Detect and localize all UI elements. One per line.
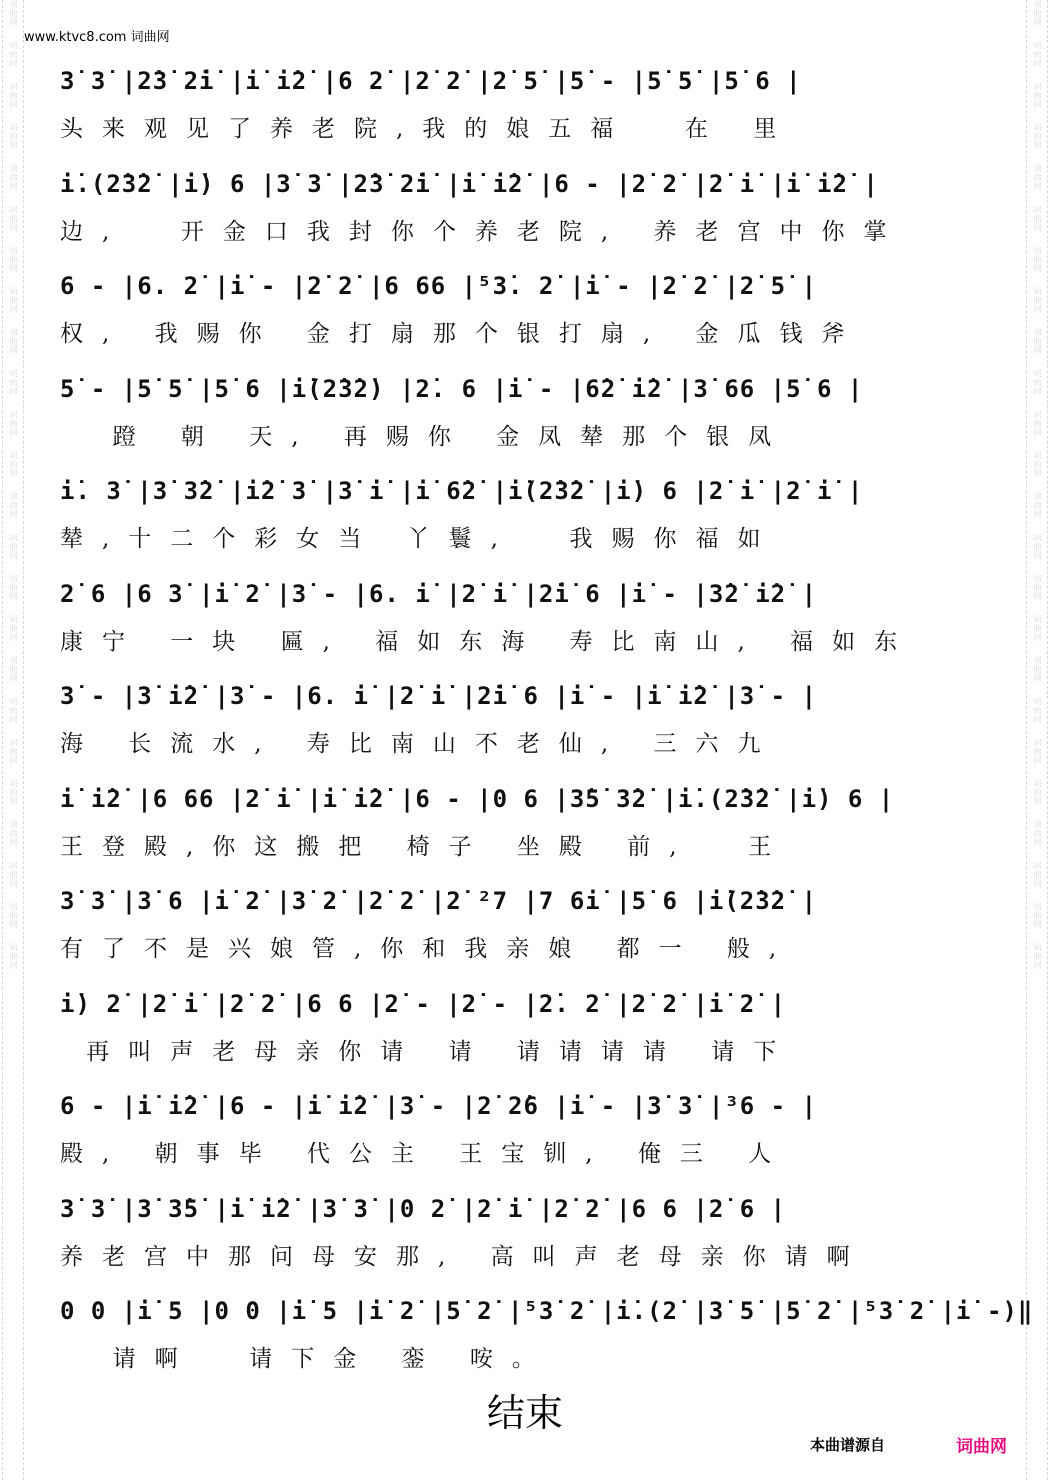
- notation-line: 0 0 |i̇ 5 |0 0 |i̇ 5 |i̇ 2̇ |5̇ 2̇ |⁵3̇ 2̇ |i̇.(2̇ |3̇ 5̇ |5̇ 2̇ |⁵3̇ 2̇ |i̇ -)‖: [60, 1297, 1034, 1325]
- lyric-line: 殿, 朝事毕 代公主 王宝钏, 俺三 人: [60, 1141, 791, 1167]
- edge-watermark: 词曲网: [9, 82, 18, 109]
- end-title: 结束: [486, 1391, 563, 1435]
- edge-watermark: 词曲网: [1033, 246, 1042, 273]
- edge-watermark: 词曲网: [1033, 779, 1042, 806]
- edge-watermark: 词曲网: [1033, 738, 1042, 765]
- edge-watermark: 词曲网: [1033, 287, 1042, 314]
- notation-line: i̇. 3̇ |3̇ 3̇2̇ |i̇2̇ 3̇ |3̇ i̇ |i̇ 6̇2̇ |i̇(2̇3̇2̇ |i̇) 6 |2̇ i̇ |2̇ i̇ |: [60, 477, 864, 505]
- edge-watermark: 词曲网: [9, 369, 18, 396]
- lyric-line: 蹬 朝 天, 再赐你 金凤辇那个银凤: [60, 423, 791, 450]
- lyric-line: 再叫声老母亲你请 请 请请请请 请下: [60, 1038, 796, 1065]
- edge-watermark: 词曲网: [9, 123, 18, 150]
- lyric-line: 康宁 一块 匾, 福如东海 寿比南山, 福如东: [60, 628, 917, 655]
- lyric-line: 有了不是兴娘管,你和我亲娘 都一 般,: [60, 936, 796, 962]
- edge-watermark: 词曲网: [1033, 328, 1042, 355]
- lyric-line: 请啊 请下金 銮 咹。: [60, 1346, 554, 1372]
- edge-watermark: 词曲网: [9, 533, 18, 560]
- edge-watermark: 词曲网: [9, 205, 18, 232]
- edge-watermark: 词曲网: [9, 861, 18, 888]
- edge-watermark: 词曲网: [9, 328, 18, 355]
- edge-watermark: 词曲网: [9, 574, 18, 601]
- edge-watermark: 词曲网: [9, 943, 18, 970]
- edge-watermark: 词曲网: [9, 0, 18, 27]
- edge-watermark: 词曲网: [9, 246, 18, 273]
- score-system: [60, 474, 990, 574]
- header-url: www.ktvc8.com 词曲网: [24, 30, 170, 45]
- notation-line: 3̇ 3̇ |3̇ 6 |i̇ 2̇ |3̇ 2̇ |2̇ 2̇ |2̇ ²7 |7 6i̇ |5̇ 6 |i̇(2̇3̇2̇ |: [60, 887, 818, 915]
- edge-watermark: 词曲网: [1033, 574, 1042, 601]
- edge-watermark: 词曲网: [1033, 369, 1042, 396]
- edge-watermark: 词曲网: [9, 697, 18, 724]
- edge-watermark: 词曲网: [9, 287, 18, 314]
- edge-watermark: 词曲网: [1033, 164, 1042, 191]
- score-system: [60, 1089, 990, 1189]
- edge-watermark: 词曲网: [1033, 656, 1042, 683]
- notation-line: 6 - |i̇ i̇2̇ |6 - |i̇ i̇2̇ |3̇ - |2̇ 2̇6 |i̇ - |3̇ 3̇ |³6 - |: [60, 1092, 818, 1120]
- edge-watermark: 词曲网: [1033, 451, 1042, 478]
- notation-line: 2̇ 6 |6 3̇ |i̇ 2̇ |3̇ - |6. i̇ |2̇ i̇ |2̇i̇ 6 |i̇ - |3̇2̇ i̇2̇ |: [60, 579, 818, 608]
- edge-watermark: 词曲网: [9, 820, 18, 847]
- notation-line: i̇.(2̇3̇2̇ |i̇) 6 |3̇ 3̇ |2̇3̇ 2̇i̇ |i̇ i̇2̇ |6 - |2̇ 2̇ |2̇ i̇ |i̇ i̇2̇ |: [60, 169, 879, 198]
- lyric-line: 权, 我赐你 金打扇那个银打扇, 金瓜钱斧: [60, 321, 864, 347]
- notation-line: i̇) 2̇ |2̇ i̇ |2̇ 2̇ |6 6 |2̇ - |2̇ - |2̇. 2̇ |2̇ 2̇ |i̇ 2̇ |: [60, 989, 787, 1018]
- edge-watermark: 词曲网: [1033, 82, 1042, 109]
- notation-line: 3̇ 3̇ |2̇3̇ 2̇i̇ |i̇ i̇2̇ |6 2̇ |2̇ 2̇ |2̇ 5̇ |5̇ - |5̇ 5̇ |5̇ 6 |: [60, 67, 802, 95]
- edge-watermark: 词曲网: [9, 451, 18, 478]
- edge-watermark: 词曲网: [1033, 615, 1042, 642]
- edge-watermark: 词曲网: [9, 41, 18, 68]
- score-system: [60, 679, 990, 779]
- edge-watermark: 词曲网: [9, 902, 18, 929]
- score-system: [60, 884, 990, 984]
- edge-watermark: 词曲网: [9, 164, 18, 191]
- edge-watermark: 词曲网: [9, 492, 18, 519]
- lyric-line: 辇,十二个彩女当 丫鬟, 我赐你福如: [60, 526, 780, 552]
- edge-watermark: 词曲网: [1033, 697, 1042, 724]
- edge-watermark: 词曲网: [9, 656, 18, 683]
- score-system: [60, 372, 990, 472]
- edge-watermark: 词曲网: [1033, 820, 1042, 847]
- notation-line: 3̇ - |3̇ i̇2̇ |3̇ - |6. i̇ |2̇ i̇ |2̇i̇ 6 |i̇ - |i̇ i̇2̇ |3̇ - |: [60, 682, 818, 710]
- edge-watermark: 词曲网: [9, 615, 18, 642]
- lyric-line: 头来观见了养老院,我的娘五福 在 里: [60, 116, 796, 142]
- source-site: 词曲网: [956, 1437, 1007, 1457]
- edge-watermark: 词曲网: [1033, 861, 1042, 888]
- score-system: [60, 64, 990, 164]
- lyric-line: 王登殿,你这搬把 椅子 坐殿 前, 王: [60, 833, 791, 860]
- score-system: [60, 577, 990, 677]
- notation-line: i̇ i̇2̇ |6 66 |2̇ i̇ |i̇ i̇2̇ |6 - |0 6 |3̇5̇ 3̇2̇ |i̇.(2̇3̇2̇ |i̇) 6 |: [60, 784, 895, 813]
- lyric-line: 边, 开金口我封你个养老院, 养老宫中你掌: [60, 218, 906, 245]
- score-system: [60, 1294, 1034, 1394]
- edge-watermark: 词曲网: [1033, 41, 1042, 68]
- score-system: [60, 782, 990, 882]
- notation-line: 5̇ - |5̇ 5̇ |5̇ 6 |i̇(2̇3̇2̇) |2̇. 6 |i̇ - |6̇2̇ i̇2̇ |3̇ 66 |5̇ 6 |: [60, 374, 864, 403]
- notation-line: 6 - |6. 2̇ |i̇ - |2̇ 2̇ |6 66 |⁵3̇. 2̇ |i̇ - |2̇ 2̇ |2̇ 5̇ |: [60, 272, 818, 300]
- edge-watermark: 词曲网: [9, 738, 18, 765]
- lyric-line: 养老宫中那问母安那, 高叫声老母亲你请啊: [60, 1243, 869, 1270]
- score-system: [60, 1192, 990, 1292]
- edge-watermark: 词曲网: [1033, 492, 1042, 519]
- edge-watermark: 词曲网: [1033, 123, 1042, 150]
- notation-line: 3̇ 3̇ |3̇ 3̇5̇ |i̇ i̇2̇ |3̇ 3̇ |0 2̇ |2̇ i̇ |2̇ 2̇ |6 6 |2̇ 6 |: [60, 1194, 787, 1223]
- edge-watermark: 词曲网: [9, 779, 18, 806]
- edge-watermark: 词曲网: [1033, 943, 1042, 970]
- score-system: [60, 987, 990, 1087]
- edge-watermark: 词曲网: [9, 410, 18, 437]
- lyric-line: 海 长流水, 寿比南山不老仙, 三六九: [60, 731, 780, 757]
- score-system: [60, 269, 990, 369]
- edge-watermark: 词曲网: [1033, 0, 1042, 27]
- edge-watermark: 词曲网: [1033, 410, 1042, 437]
- score-system: [60, 167, 990, 267]
- edge-watermark: 词曲网: [1033, 533, 1042, 560]
- edge-watermark: 词曲网: [1033, 902, 1042, 929]
- edge-watermark: 词曲网: [1033, 205, 1042, 232]
- source-label: 本曲谱源自: [810, 1436, 886, 1454]
